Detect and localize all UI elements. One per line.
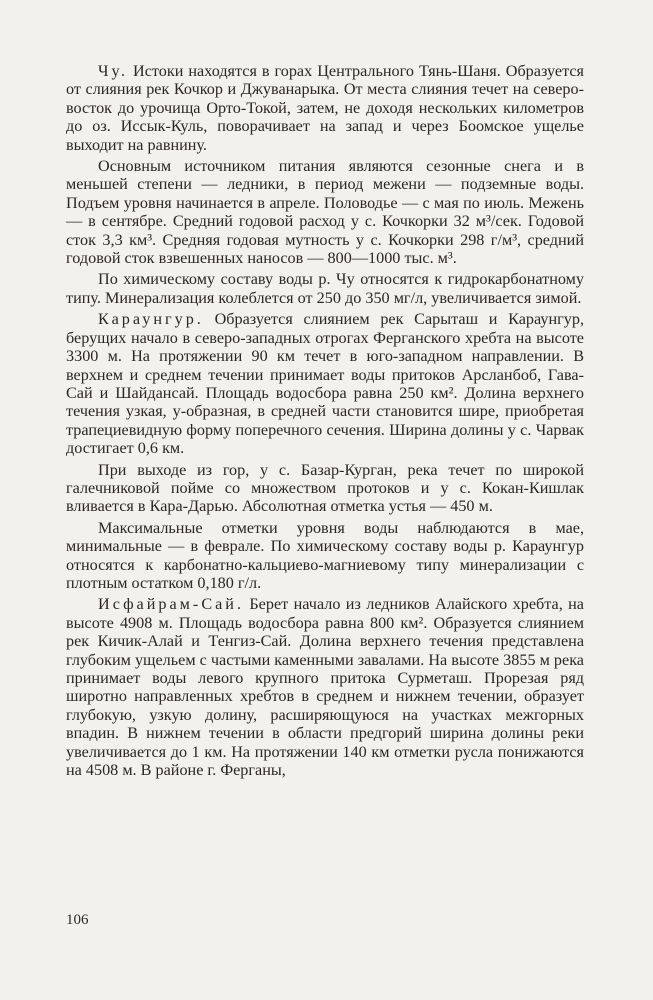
paragraph-karaungur-river xyxy=(66,310,584,457)
paragraph-text: Истоки находятся в горах Центрального Тянь-Шаня. Образуется от слияния рек Кочкор и Джуванарыка. От места слияния течет на северо-восток до урочища Орто-Токой, затем, не доходя нескольких километров до оз. Иссык-Куль, поворачивает на запад и через Боомское ущелье выходит на равнину. xyxy=(66,62,584,154)
paragraph-text: Берет начало из ледников Алайского хребта, на высоте 4908 м. Площадь водосбора равна 800 км². Образуется слиянием рек Кичик-Алай и Тенгиз-Сай. Долина верхнего течения представлена глубоким ущельем с частыми каменными завалами. На высоте 3855 м река принимает воды левого крупного притока Сурметаш. Прорезая ряд широтно направленных хребтов в среднем и нижнем течении, образует глубокую, узкую долину, расширяющуюся на участках межгорных впадин. В нижнем течении в области предгорий ширина долины реки увеличивается до 1 км. На протяжении 140 км отметки русла понижаются на 4508 м. В районе г. Ферганы, xyxy=(66,595,584,780)
text-body xyxy=(66,62,584,782)
paragraph-chu-sources xyxy=(66,157,584,267)
paragraph-text: Основным источником питания являются сезонные снега и в меньшей степени — ледники, в период межени — подземные воды. Подъем уровня начинается в апреле. Половодье — с мая по июль. Межень — в сентябре. Средний годовой расход у с. Кочкорки 32 м³/сек. Годовой сток 3,3 км³. Средняя годовая мутность у с. Кочкорки 298 г/м³, средний годовой сток взвешенных наносов — 800—1000 тыс. м³. xyxy=(66,157,584,268)
paragraph-text: По химическому составу воды р. Чу относятся к гидрокарбонатному типу. Минерализация колеблется от 250 до 350 мг/л, увеличивается зимой. xyxy=(66,270,584,307)
paragraph-karaungur-levels xyxy=(66,519,584,593)
page-number: 106 xyxy=(66,912,89,928)
heading-karaungur: Караунгур. xyxy=(98,310,204,329)
paragraph-karaungur-exit xyxy=(66,461,584,516)
heading-chu: Чу. xyxy=(98,62,129,80)
paragraph-text: Максимальные отметки уровня воды наблюдаются в мае, минимальные — в феврале. По химическому составу воды р. Караунгур относятся к карбонатно-кальциево-магниевому типу минерализации с плотным остатком 0,180 г/л. xyxy=(66,518,584,592)
heading-isfayram-sai: Исфайрам-Сай. xyxy=(98,595,245,614)
paragraph-chu-river xyxy=(66,62,584,154)
paragraph-isfayram-sai xyxy=(66,595,584,779)
paragraph-text: При выходе из гор, у с. Базар-Курган, река течет по широкой галечниковой пойме со множеством протоков и у с. Кокан-Кишлак вливается в Кара-Дарью. Абсолютная отметка устья — 450 м. xyxy=(66,460,584,516)
paragraph-chu-chemistry xyxy=(66,270,584,307)
paragraph-text: Образуется слиянием рек Сарыташ и Караунгур, берущих начало в северо-западных отрогах Ферганского хребта на высоте 3300 м. На протяжении 90 км течет в юго-западном направлении. В верхнем и среднем течении принимает воды притоков Арсланбоб, Гава-Сай и Шайдансай. Площадь водосбора равна 250 км². Долина верхнего течения узкая, у-образная, в средней части становится шире, приобретая трапециевидную форму поперечного сечения. Ширина долины у с. Чарвак достигает 0,6 км. xyxy=(66,310,584,458)
